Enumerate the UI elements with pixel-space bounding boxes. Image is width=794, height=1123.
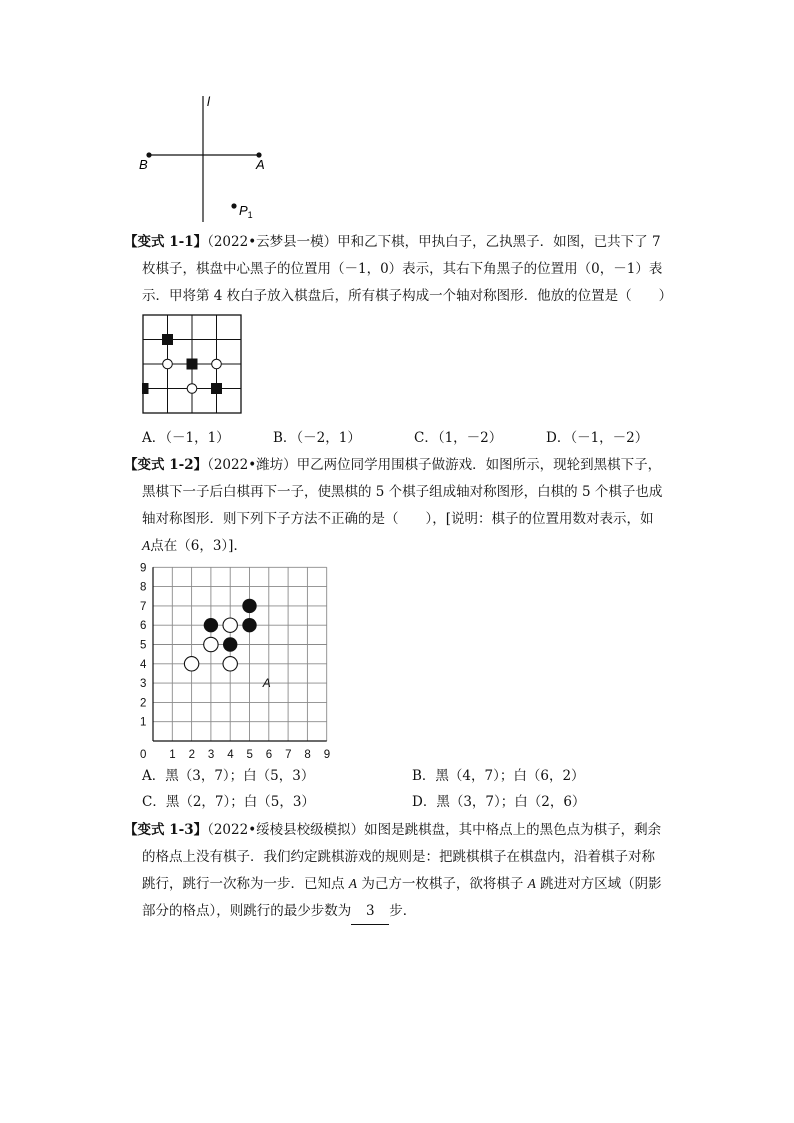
- q2-line1: [124, 452, 661, 478]
- x-tick-label: 6: [265, 749, 273, 761]
- q2-option-c: C．黑（2，7）；白（5，3）: [142, 794, 315, 810]
- q2-option-a: A．黑（3，7）；白（5，3）: [142, 768, 315, 784]
- q1-text1: 甲和乙下棋，甲执白子，乙执黑子．如图，已共下了 7: [337, 234, 661, 250]
- x-tick-label: 0: [140, 749, 147, 761]
- q1-line3: 示．甲将第 4 枚白子放入棋盘后，所有棋子构成一个轴对称图形．他放的位置是（ ）: [142, 288, 673, 304]
- y-tick-label: 1: [140, 716, 147, 729]
- q3-line2: 的格点上没有棋子．我们约定跳棋游戏的规则是：把跳棋棋子在棋盘内，沿着棋子对称: [142, 849, 655, 865]
- q3-text1: 如图是跳棋盘，其中格点上的黑色点为棋子，剩余: [364, 822, 662, 838]
- point-a-label: A: [256, 157, 265, 172]
- point-p1-dot: [231, 203, 236, 208]
- white-stone: [223, 657, 237, 671]
- black-piece: [211, 383, 222, 394]
- x-tick-label: 7: [285, 749, 292, 761]
- q3-line1: [124, 817, 661, 843]
- q3-point-a-2: A: [527, 876, 536, 891]
- q1-option-a: A．（－1，1）: [142, 430, 230, 446]
- x-tick-label: 3: [207, 749, 215, 761]
- white-piece: [212, 359, 222, 369]
- black-piece: [187, 359, 198, 370]
- white-piece: [187, 384, 197, 394]
- q2-line4-rest: 点在（6，3）]．: [150, 538, 247, 554]
- q1-tag: 【变式 1-1】: [124, 234, 208, 250]
- x-tick-label: 1: [169, 749, 176, 761]
- black-piece: [142, 383, 149, 394]
- y-tick-label: 9: [140, 562, 147, 575]
- axis-label-l: l: [207, 94, 210, 109]
- q2-line4: [142, 533, 247, 559]
- x-tick-label: 9: [323, 749, 331, 761]
- q3-point-a: A: [348, 876, 358, 891]
- q1-line2: 枚棋子，棋盘中心黑子的位置用（－1，0）表示，其右下角黑子的位置用（0，－1）表: [142, 261, 663, 277]
- black-stone: [242, 618, 256, 632]
- y-tick-label: 4: [140, 658, 147, 671]
- q1-option-c: C．（1，－2）: [414, 430, 503, 446]
- q2-line2: 黑棋下一子后白棋再下一子，使黑棋的 5 个棋子组成轴对称图形，白棋的 5 个棋子也成: [142, 484, 663, 500]
- x-tick-label: 2: [188, 749, 196, 761]
- y-tick-label: 3: [140, 678, 147, 691]
- point-p1-label: $P_1$: [239, 203, 253, 220]
- coordinate-grid-figure: [134, 562, 334, 762]
- x-tick-label: 4: [227, 749, 234, 761]
- y-tick-label: 2: [140, 697, 147, 710]
- q3-tag: 【变式 1-3】: [124, 822, 208, 838]
- q1-source: （2022•云梦县一模）: [207, 234, 338, 250]
- q3-source: （2022•绥棱县校级模拟）: [207, 822, 365, 838]
- q1-option-d: D．（－1，－2）: [546, 430, 649, 446]
- white-stone: [204, 637, 218, 651]
- q3-answer-blank: 3: [351, 898, 389, 925]
- q3-line4: 部分的格点），则跳行的最少步数为 3 步．: [142, 898, 416, 925]
- point-b-label: B: [139, 157, 148, 172]
- white-stone: [184, 657, 198, 671]
- go-board-figure: [142, 314, 244, 416]
- q2-source: （2022•潍坊）: [207, 457, 297, 473]
- white-piece: [163, 359, 173, 369]
- white-stone: [223, 618, 237, 632]
- q2-option-d: D．黑（3，7）；白（2，6）: [412, 794, 586, 810]
- q1-line1: [124, 229, 661, 255]
- x-tick-label: 5: [246, 749, 253, 761]
- y-tick-label: 7: [140, 600, 147, 613]
- q2-option-b: B．黑（4，7）；白（6，2）: [412, 768, 585, 784]
- y-tick-label: 5: [140, 639, 147, 652]
- q2-line3: 轴对称图形．则下列下子方法不正确的是（ ），[说明：棋子的位置用数对表示，如: [142, 511, 654, 527]
- point-a-label: A: [262, 676, 271, 691]
- black-stone: [204, 618, 218, 632]
- q2-point-a: A: [142, 538, 151, 553]
- q3-line3: 跳行，跳行一次称为一步．已知点 A 为己方一枚棋子，欲将棋子 A 跳进对方区域（阴影: [142, 876, 662, 892]
- y-tick-label: 6: [140, 620, 147, 633]
- symmetry-figure: [130, 88, 290, 228]
- x-tick-label: 8: [304, 749, 311, 761]
- q2-tag: 【变式 1-2】: [124, 457, 208, 473]
- q1-option-b: B．（－2，1）: [273, 430, 361, 446]
- black-stone: [223, 637, 237, 651]
- black-stone: [242, 599, 256, 613]
- q2-text1: 甲乙两位同学用围棋子做游戏．如图所示，现轮到黑棋下子，: [296, 457, 662, 473]
- black-piece: [162, 334, 173, 345]
- y-tick-label: 8: [140, 581, 147, 594]
